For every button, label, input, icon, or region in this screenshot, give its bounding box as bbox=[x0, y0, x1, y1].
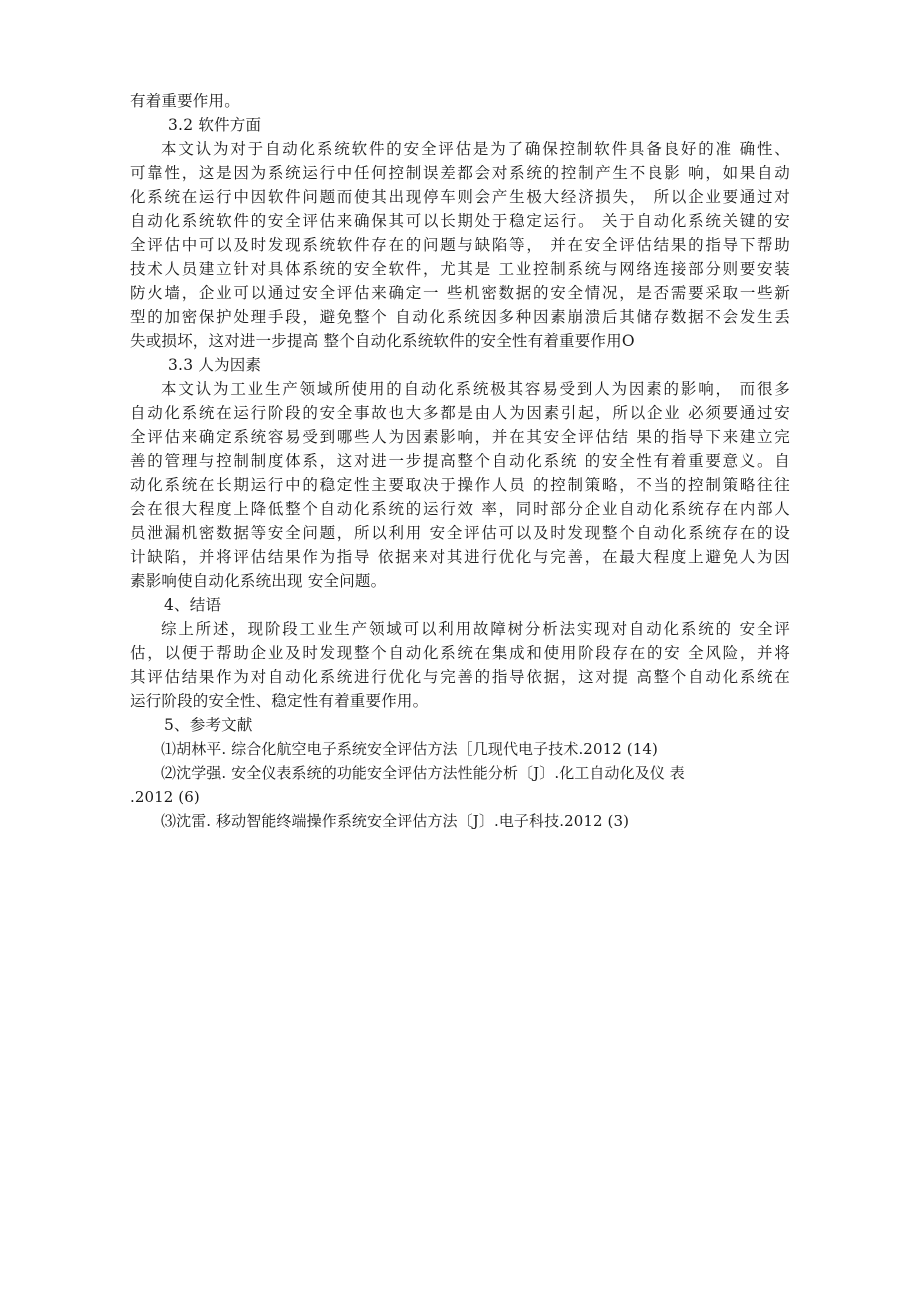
reference-item: ⑴胡林平. 综合化航空电子系统安全评估方法［几现代电子技术.2012 (14) bbox=[161, 740, 658, 758]
document-page bbox=[130, 89, 790, 833]
text-line: 自动化系统软件的安全评估来确保其可以长期处于稳定运行。 关于自动化系统关键的安 bbox=[130, 212, 790, 230]
text-line: 全评估来确定系统容易受到哪些人为因素影响，并在其安全评估结 果的指导下来建立完 bbox=[130, 428, 790, 446]
text-line: 全评估中可以及时发现系统软件存在的问题与缺陷等， 并在安全评估结果的指导下帮助 bbox=[130, 236, 790, 254]
reference-list bbox=[130, 737, 790, 833]
reference-item: ⑶沈雷. 移动智能终端操作系统安全评估方法〔J〕.电子科技.2012 (3) bbox=[161, 812, 630, 830]
text-line: 善的管理与控制制度体系，这对进一步提高整个自动化系统 的安全性有着重要意义。自 bbox=[130, 452, 790, 470]
text-line: 5、参考文献 bbox=[164, 716, 253, 734]
text-line: 素影响使自动化系统出现 安全问题。 bbox=[130, 572, 387, 590]
reference-item: .2012 (6) bbox=[130, 788, 200, 806]
text-line: 失或损坏，这对进一步提高 整个自动化系统软件的安全性有着重要作用O bbox=[130, 332, 635, 350]
text-line: 员泄漏机密数据等安全问题，所以利用 安全评估可以及时发现整个自动化系统存在的设 bbox=[130, 524, 790, 542]
text-line: 技术人员建立针对具体系统的安全软件，尤其是 工业控制系统与网络连接部分则要安装 bbox=[130, 260, 790, 278]
text-line: 动化系统在长期运行中的稳定性主要取决于操作人员 的控制策略，不当的控制策略往往 bbox=[130, 476, 790, 494]
text-line: 计缺陷，并将评估结果作为指导 依据来对其进行优化与完善，在最大程度上避免人为因 bbox=[130, 548, 790, 566]
text-line: 本文认为工业生产领域所使用的自动化系统极其容易受到人为因素的影响， 而很多 bbox=[161, 380, 790, 398]
text-line: 综上所述，现阶段工业生产领域可以利用故障树分析法实现对自动化系统的 安全评 bbox=[161, 620, 790, 638]
text-line: 防火墙，企业可以通过安全评估来确定一 些机密数据的安全情况，是否需要采取一些新 bbox=[130, 284, 790, 302]
text-line: 会在很大程度上降低整个自动化系统的运行效 率，同时部分企业自动化系统存在内部人 bbox=[130, 500, 790, 518]
text-line: 3.2 软件方面 bbox=[168, 116, 262, 134]
text-line: 化系统在运行中因软件问题而使其出现停车则会产生极大经济损失， 所以企业要通过对 bbox=[130, 188, 790, 206]
text-line: 自动化系统在运行阶段的安全事故也大多都是由人为因素引起，所以企业 必须要通过安 bbox=[130, 404, 790, 422]
body-text bbox=[130, 89, 790, 737]
text-line: 其评估结果作为对自动化系统进行优化与完善的指导依据，这对提 高整个自动化系统在 bbox=[130, 668, 790, 686]
text-line: 3.3 人为因素 bbox=[168, 356, 262, 374]
text-line: 运行阶段的安全性、稳定性有着重要作用。 bbox=[130, 692, 429, 710]
text-line: 本文认为对于自动化系统软件的安全评估是为了确保控制软件具备良好的准 确性、 bbox=[161, 140, 790, 158]
reference-item: ⑵沈学强. 安全仪表系统的功能安全评估方法性能分析〔J〕.化工自动化及仪 表 bbox=[161, 764, 685, 782]
text-line: 有着重要作用。 bbox=[130, 92, 240, 110]
text-line: 估，以便于帮助企业及时发现整个自动化系统在集成和使用阶段存在的安 全风险，并将 bbox=[130, 644, 790, 662]
text-line: 可靠性，这是因为系统运行中任何控制误差都会对系统的控制产生不良影 响，如果自动 bbox=[130, 164, 790, 182]
text-line: 型的加密保护处理手段，避免整个 自动化系统因多种因素崩溃后其储存数据不会发生丢 bbox=[130, 308, 790, 326]
text-line: 4、结语 bbox=[164, 596, 222, 614]
